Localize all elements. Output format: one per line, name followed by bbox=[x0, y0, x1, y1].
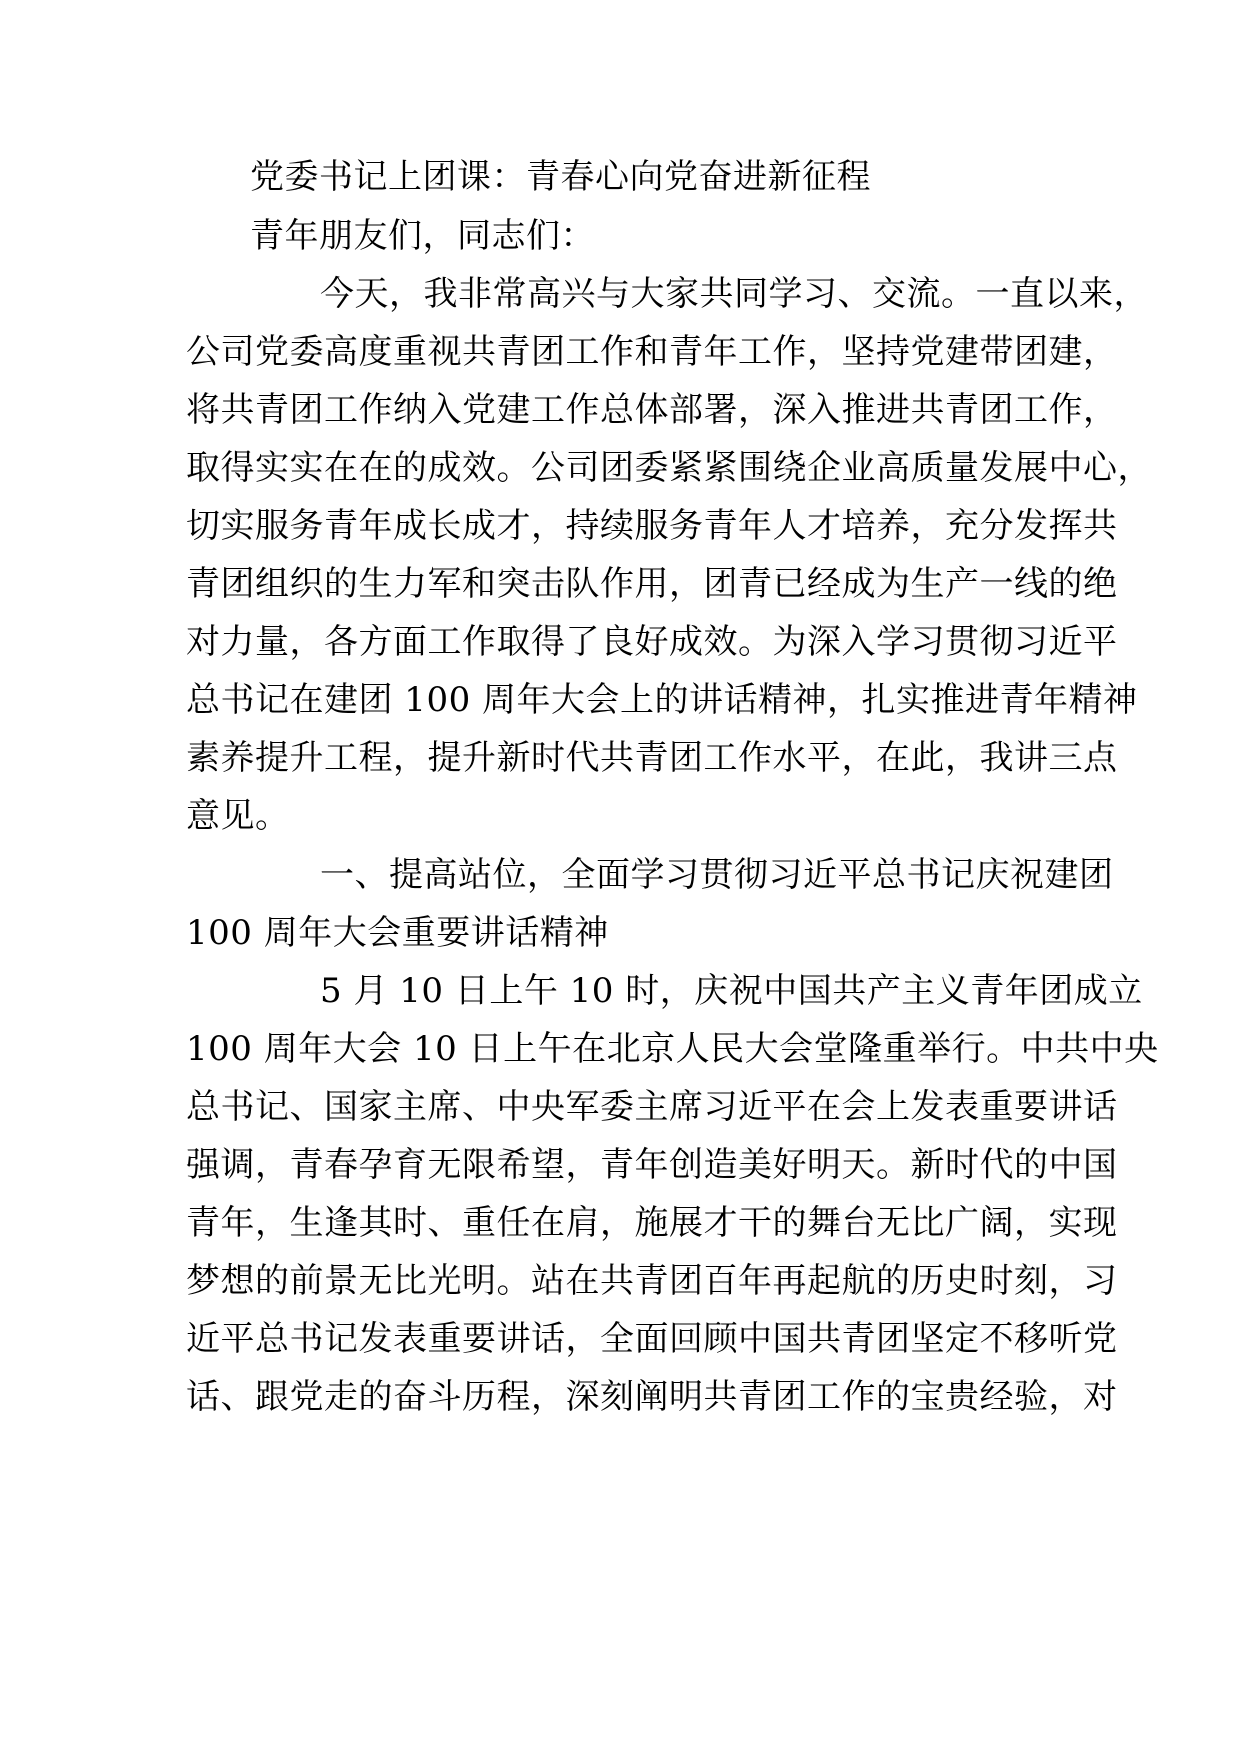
paragraph-line: 100 周年大会 10 日上午在北京人民大会堂隆重举行。中共中央 bbox=[186, 1029, 1159, 1069]
paragraph-line: 素养提升工程，提升新时代共青团工作水平，在此，我讲三点 bbox=[186, 738, 1118, 778]
paragraph-line: 总书记在建团 100 周年大会上的讲话精神，扎实推进青年精神 bbox=[186, 680, 1138, 720]
document-title: 党委书记上团课：青春心向党奋进新征程 bbox=[250, 157, 871, 197]
paragraph-line: 5 月 10 日上午 10 时，庆祝中国共产主义青年团成立 bbox=[320, 971, 1143, 1011]
paragraph-line: 取得实实在在的成效。公司团委紧紧围绕企业高质量发展中心， bbox=[186, 448, 1152, 488]
greeting: 青年朋友们，同志们： bbox=[250, 216, 595, 256]
paragraph-line: 意见。 bbox=[186, 796, 290, 836]
paragraph-line: 强调，青春孕育无限希望，青年创造美好明天。新时代的中国 bbox=[186, 1145, 1118, 1185]
paragraph-line: 切实服务青年成长成才，持续服务青年人才培养，充分发挥共 bbox=[186, 506, 1118, 546]
paragraph-line: 总书记、国家主席、中央军委主席习近平在会上发表重要讲话 bbox=[186, 1087, 1118, 1127]
heading-line: 100 周年大会重要讲话精神 bbox=[186, 913, 609, 953]
paragraph-line: 近平总书记发表重要讲话，全面回顾中国共青团坚定不移听党 bbox=[186, 1319, 1118, 1359]
paragraph-line: 话、跟党走的奋斗历程，深刻阐明共青团工作的宝贵经验，对 bbox=[186, 1377, 1118, 1417]
paragraph-line: 公司党委高度重视共青团工作和青年工作，坚持党建带团建， bbox=[186, 332, 1118, 372]
paragraph-line: 对力量，各方面工作取得了良好成效。为深入学习贯彻习近平 bbox=[186, 622, 1118, 662]
paragraph-line: 将共青团工作纳入党建工作总体部署，深入推进共青团工作， bbox=[186, 390, 1118, 430]
paragraph-line: 青团组织的生力军和突击队作用，团青已经成为生产一线的绝 bbox=[186, 564, 1118, 604]
heading-line: 一、提高站位，全面学习贯彻习近平总书记庆祝建团 bbox=[320, 855, 1114, 895]
paragraph-line: 青年，生逢其时、重任在肩，施展才干的舞台无比广阔，实现 bbox=[186, 1203, 1118, 1243]
paragraph-line: 今天，我非常高兴与大家共同学习、交流。一直以来， bbox=[320, 274, 1148, 314]
paragraph-line: 梦想的前景无比光明。站在共青团百年再起航的历史时刻，习 bbox=[186, 1261, 1118, 1301]
